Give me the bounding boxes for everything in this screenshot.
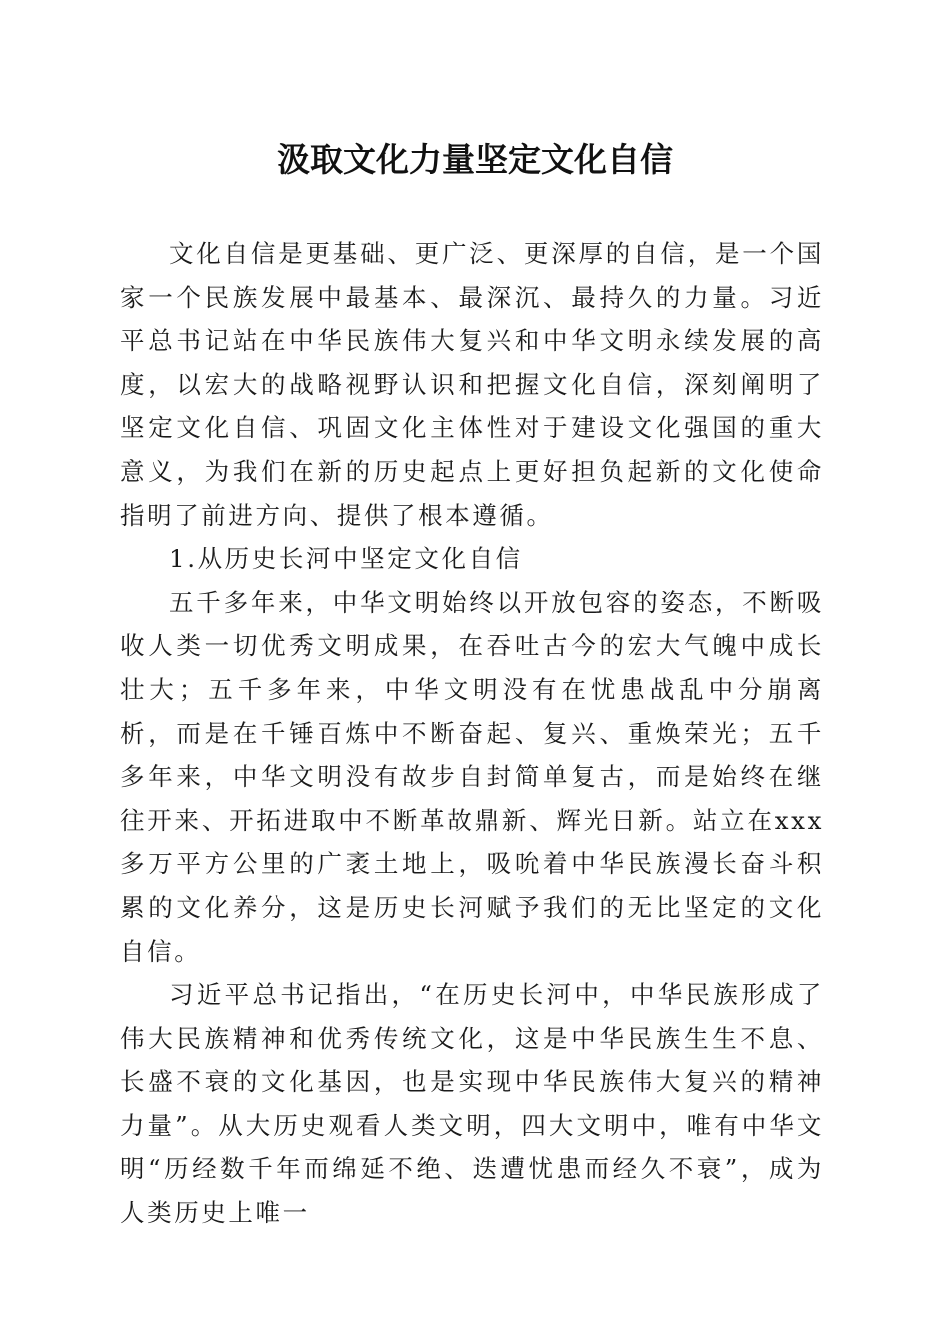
document-body xyxy=(120,232,824,1235)
document-title: 汲取文化力量坚定文化自信 xyxy=(277,140,673,179)
section-heading: 1.从历史长河中坚定文化自信 xyxy=(169,544,523,574)
paragraph-quote: 习近平总书记指出，“在历史长河中，中华民族形成了伟大民族精神和优秀传统文化，这是中华民族生生不息、长盛不衰的文化基因，也是实现中华民族伟大复兴的精神力量”。从大历史观看人类文明，四大文明中，唯有中华文明“历经数千年而绵延不绝、迭遭忧患而经久不衰”，成为人类历史上唯一 xyxy=(120,980,824,1228)
paragraph-intro: 文化自信是更基础、更广泛、更深厚的自信，是一个国家一个民族发展中最基本、最深沉、最持久的力量。习近平总书记站在中华民族伟大复兴和中华文明永续发展的高度，以宏大的战略视野认识和把握文化自信，深刻阐明了坚定文化自信、巩固文化主体性对于建设文化强国的重大意义，为我们在新的历史起点上更好担负起新的文化使命指明了前进方向、提供了根本遵循。 xyxy=(120,239,824,530)
paragraph-history: 五千多年来，中华文明始终以开放包容的姿态，不断吸收人类一切优秀文明成果，在吞吐古今的宏大气魄中成长壮大；五千多年来，中华文明没有在忧患战乱中分崩离析，而是在千锤百炼中不断奋起、复兴、重焕荣光；五千多年来，中华文明没有故步自封简单复古，而是始终在继往开来、开拓进取中不断革故鼎新、辉光日新。站立在xxx多万平方公里的广袤土地上，吸吮着中华民族漫长奋斗积累的文化养分，这是历史长河赋予我们的无比坚定的文化自信。 xyxy=(120,587,824,966)
